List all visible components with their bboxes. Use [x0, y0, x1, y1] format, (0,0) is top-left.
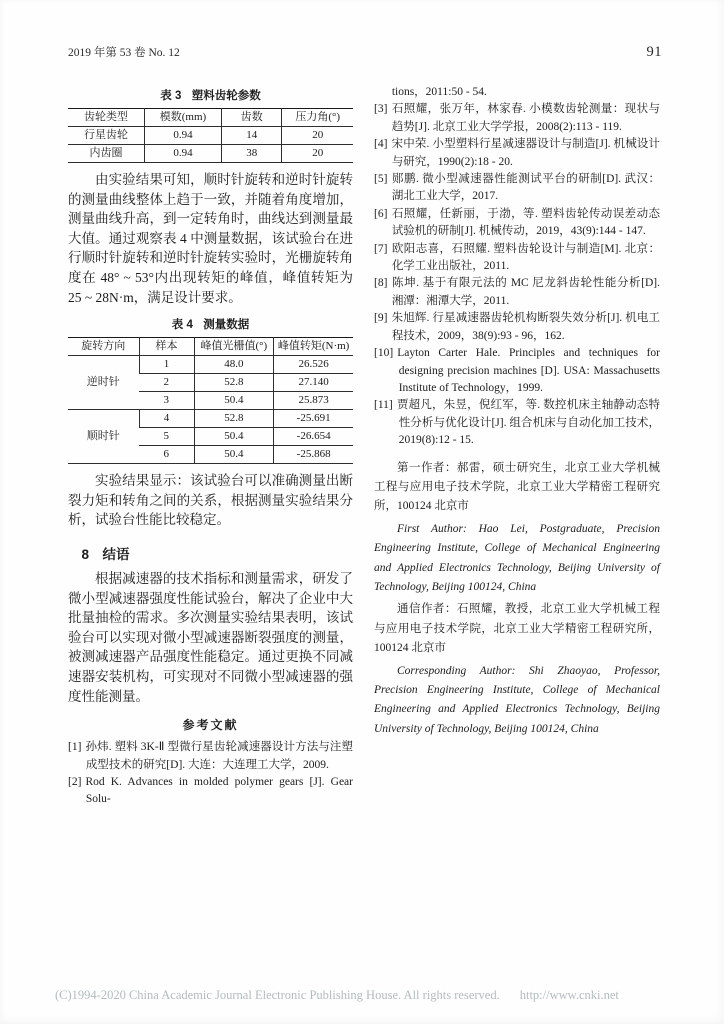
reference-label: [9] [374, 312, 388, 325]
table4-caption-title: 测量数据 [203, 319, 250, 332]
corresponding-author-bio-cn: 通信作者：石照耀，教授，北京工业大学机械工程与应用电子技术学院，北京工业大学精密工程研究所，100124 北京市 [374, 603, 660, 655]
reference-item-11 [374, 397, 660, 449]
table4-cell: 50.4 [194, 446, 274, 464]
reference-item-4 [374, 136, 660, 171]
reference-item-9 [374, 310, 660, 345]
reference-text: Layton Carter Hale. Principles and techniques for designing precision machines [D]. USA: Massachusetts Institute of Technology，1999. [397, 347, 660, 394]
table4-header-cell: 样本 [139, 338, 194, 356]
table3-caption-title: 塑料齿轮参数 [191, 90, 261, 102]
first-author-bio-en: First Author: Hao Lei, Postgraduate, Precision Engineering Institute, College of Mechanical Engineering and Applied Electronics Technology, Beijing University of Technology, Beijing 100124, China [374, 522, 660, 593]
reference-text: Rod K. Advances in molded polymer gears [J]. Gear Solu- [85, 775, 353, 806]
table4-header-row [68, 338, 353, 356]
reference-label: [5] [374, 173, 388, 186]
table4-cell: 4 [139, 410, 194, 428]
page-header [68, 44, 662, 61]
table3-caption [68, 87, 353, 103]
reference-text: 郧鹏. 微小型减速器性能测试平台的研制[D]. 武汉：湖北工业大学，2017. [391, 173, 660, 203]
reference-label: [4] [374, 138, 388, 151]
reference-label: [11] [374, 399, 393, 412]
table4-cell: 50.4 [194, 428, 274, 446]
table4-header-cell: 峰值光栅值(°) [194, 338, 274, 356]
table4-cell: 3 [139, 392, 194, 410]
table4-cell: 6 [139, 446, 194, 464]
reference-label: [1] [68, 741, 82, 754]
table3-header-row [68, 109, 353, 127]
table4-header-cell: 峰值转矩(N·m) [274, 338, 353, 356]
references-title: 参考文献 [182, 718, 239, 733]
table3-row [68, 145, 353, 163]
paragraph-conclusion: 根据减速器的技术指标和测量需求，研发了微小型减速器强度性能试验台，解决了企业中大批量抽检的需求。多次测量实验结果表明，该试验台可以实现对微小型减速器断裂强度的测量，被测减速器产品强度性能稳定。通过更换不同减速器安装机构，可实现对不同微小型减速器的强度性能测量。 [68, 570, 353, 704]
reference-item-6 [374, 206, 660, 241]
section-title: 结语 [102, 546, 130, 562]
first-author-bio-cn: 第一作者：郝雷，硕士研究生，北京工业大学机械工程与应用电子技术学院，北京工业大学精密工程研究所，100124 北京市 [374, 461, 660, 513]
reference-text: 贾超凡，朱昱，倪红军，等. 数控机床主轴静动态特性分析与优化设计[J]. 组合机床与自动化加工技术，2019(8):12 - 15. [396, 399, 660, 447]
copyright-text: (C)1994-2020 China Academic Journal Electronic Publishing House. All rights reserved. [55, 988, 500, 1002]
table4-cell: -25.868 [274, 446, 353, 464]
table3-header-cell: 模数(mm) [144, 109, 221, 127]
reference-text: 朱旭辉. 行星减速器齿轮机构断裂失效分析[J]. 机电工程技术，2009，38(9):93 - 96，162. [391, 312, 660, 342]
table4-row [68, 410, 353, 428]
reference-label: [3] [374, 103, 388, 116]
table3-header-cell: 压力角(°) [282, 109, 353, 127]
table3-cell: 14 [221, 127, 282, 145]
page-footer [55, 988, 684, 1003]
page-number: 91 [646, 44, 662, 60]
table4-header-cell: 旋转方向 [68, 338, 139, 356]
table4-caption-label: 表 4 [171, 319, 193, 332]
table4-cell: 2 [139, 374, 194, 392]
reference-item-8 [374, 275, 660, 310]
reference-item-1 [68, 739, 353, 774]
table3-cell: 行星齿轮 [68, 127, 144, 145]
paragraph-test-bench-stability: 实验结果显示：该试验台可以准确测量出断裂力矩和转角之间的关系，根据测量实验结果分析，试验台性能比较稳定。 [68, 473, 353, 528]
table4-cell: 50.4 [194, 392, 274, 410]
table3-header-cell: 齿轮类型 [68, 109, 144, 127]
reference-text: 孙炜. 塑料 3K-Ⅱ 型微行星齿轮减速器设计方法与注塑成型技术的研究[D]. 大连：大连理工大学，2009. [85, 741, 353, 771]
table4-direction-cell: 逆时针 [68, 356, 139, 410]
table3-header-cell: 齿数 [221, 109, 282, 127]
table4-cell: -26.654 [274, 428, 353, 446]
table3-caption-label: 表 3 [160, 90, 182, 102]
reference-text: 陈坤. 基于有限元法的 MC 尼龙斜齿轮性能分析[D]. 湘潭：湘潭大学，2011. [391, 277, 660, 307]
table4-cell: 27.140 [274, 374, 353, 392]
reference-text: 石照耀，任新丽，于渤，等. 塑料齿轮传动误差动态试验机的研制[J]. 机械传动，2019，43(9):144 - 147. [391, 207, 660, 238]
table4-cell: 52.8 [194, 410, 274, 428]
table3-row [68, 127, 353, 145]
table4-cell: 52.8 [194, 374, 274, 392]
table3-plastic-gear-parameters [68, 108, 353, 163]
right-column [374, 84, 660, 739]
corresponding-author-bio-en: Corresponding Author: Shi Zhaoyao, Professor, Precision Engineering Institute, College of Mechanical Engineering and Applied Electronics Technology, Beijing University of Technology, Beijing 100124, China [374, 664, 660, 735]
reference-item-7 [374, 241, 660, 276]
paragraph-experiment-results: 由实验结果可知，顺时针旋转和逆时针旋转的测量曲线整体上趋于一致，并随着角度增加，测量曲线升高，到一定转角时，曲线达到测量最大值。通过观察表 4 中测量数据，该试验台在进行顺时针旋转和逆时针旋转实验时，光栅旋转角度在 48° ~ 53°内出现转矩的峰值，峰值转矩为 25 ~ 28N·m，满足设计要求。 [68, 172, 353, 305]
section-number: 8 [81, 546, 90, 562]
reference-item-2 [68, 774, 353, 809]
table4-cell: 5 [139, 428, 194, 446]
table3-cell: 20 [282, 127, 353, 145]
table4-row [68, 356, 353, 374]
section-heading-conclusion [68, 543, 353, 563]
reference-text: 欧阳志喜，石照耀. 塑料齿轮设计与制造[M]. 北京：化学工业出版社，2011. [391, 242, 660, 273]
table3-cell: 内齿圈 [68, 145, 144, 163]
reference-item-10 [374, 345, 660, 397]
reference-2-continuation: tions，2011:50 - 54. [391, 86, 487, 98]
reference-text: 宋中荣. 小型塑料行星减速器设计与制造[J]. 机械设计与研究，1990(2):18 - 20. [391, 138, 660, 168]
reference-label: [7] [374, 242, 388, 255]
table3-cell: 0.94 [144, 127, 221, 145]
reference-item-5 [374, 171, 660, 206]
table3-cell: 20 [282, 145, 353, 163]
table4-measurement-data [68, 337, 353, 464]
reference-label: [6] [374, 207, 388, 220]
cnki-link[interactable]: http://www.cnki.net [519, 988, 619, 1002]
reference-text: 石照耀，张万年，林家春. 小模数齿轮测量：现状与趋势[J]. 北京工业大学学报，2008(2):113 - 119. [391, 103, 660, 133]
reference-label: [8] [374, 277, 388, 290]
journal-issue-info: 2019 年第 53 卷 No. 12 [68, 47, 180, 59]
left-column [68, 84, 353, 809]
table4-cell: 48.0 [194, 356, 274, 374]
table4-cell: 26.526 [274, 356, 353, 374]
table3-cell: 38 [221, 145, 282, 163]
table3-cell: 0.94 [144, 145, 221, 163]
table4-direction-cell: 顺时针 [68, 410, 139, 464]
reference-item-3 [374, 101, 660, 136]
table4-cell: 25.873 [274, 392, 353, 410]
table4-cell: 1 [139, 356, 194, 374]
table4-caption [68, 316, 353, 332]
reference-label: [10] [374, 347, 394, 360]
table4-cell: -25.691 [274, 410, 353, 428]
reference-label: [2] [68, 775, 82, 788]
